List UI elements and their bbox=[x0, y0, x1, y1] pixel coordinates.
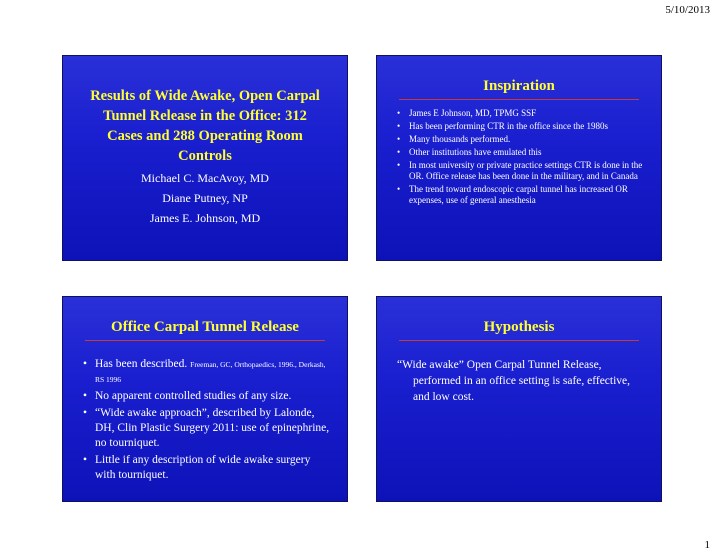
bullet-main-text: Has been described. bbox=[95, 358, 188, 370]
slide3-title: Office Carpal Tunnel Release bbox=[111, 319, 299, 335]
title-underline bbox=[85, 340, 325, 341]
slide2-bullets bbox=[397, 108, 649, 208]
slide3-bullets bbox=[83, 357, 333, 485]
slide4-title: Hypothesis bbox=[483, 319, 555, 335]
slide-title-results bbox=[62, 55, 348, 261]
bullet-item: • No apparent controlled studies of any size. bbox=[83, 389, 333, 404]
bullet-item: • “Wide awake approach”, described by Lalonde, DH, Clin Plastic Surgery 2011: use of epinephrine, no tourniquet. bbox=[83, 406, 333, 451]
slide4-body: “Wide awake” Open Carpal Tunnel Release, performed in an office setting is safe, effective, and low cost. bbox=[397, 359, 631, 403]
slide-hypothesis bbox=[376, 296, 662, 502]
bullet-item: • James E Johnson, MD, TPMG SSF bbox=[397, 108, 649, 119]
title-underline bbox=[399, 340, 639, 341]
bullet-item: • Other institutions have emulated this bbox=[397, 147, 649, 158]
page-number: 1 bbox=[704, 539, 710, 551]
bullet-item: • Little if any description of wide awake surgery with tourniquet. bbox=[83, 453, 333, 483]
bullet-item: • In most university or private practice settings CTR is done in the OR. Office release has been done in the military, and in Canada bbox=[397, 160, 649, 182]
author-item: Michael C. MacAvoy, MD bbox=[141, 171, 269, 185]
bullet-item: • Many thousands performed. bbox=[397, 134, 649, 145]
author-item: Diane Putney, NP bbox=[162, 191, 248, 205]
title-underline bbox=[399, 99, 639, 100]
slide1-title: Results of Wide Awake, Open Carpal Tunnel Release in the Office: 312 Cases and 288 Operating Room Controls bbox=[90, 88, 320, 164]
bullet-item: • Has been performing CTR in the office since the 1980s bbox=[397, 121, 649, 132]
slide-office-ctr bbox=[62, 296, 348, 502]
date-stamp: 5/10/2013 bbox=[665, 4, 710, 16]
slide-inspiration bbox=[376, 55, 662, 261]
bullet-item: • The trend toward endoscopic carpal tunnel has increased OR expenses, use of general anesthesia bbox=[397, 184, 649, 206]
bullet-item bbox=[83, 357, 333, 387]
author-item: James E. Johnson, MD bbox=[149, 211, 261, 225]
slide2-title: Inspiration bbox=[483, 78, 555, 94]
citation-text: Freeman, GC, Orthopaedics, 1996., Derkash, RS 1996 bbox=[95, 360, 326, 384]
slide1-authors bbox=[63, 168, 347, 228]
